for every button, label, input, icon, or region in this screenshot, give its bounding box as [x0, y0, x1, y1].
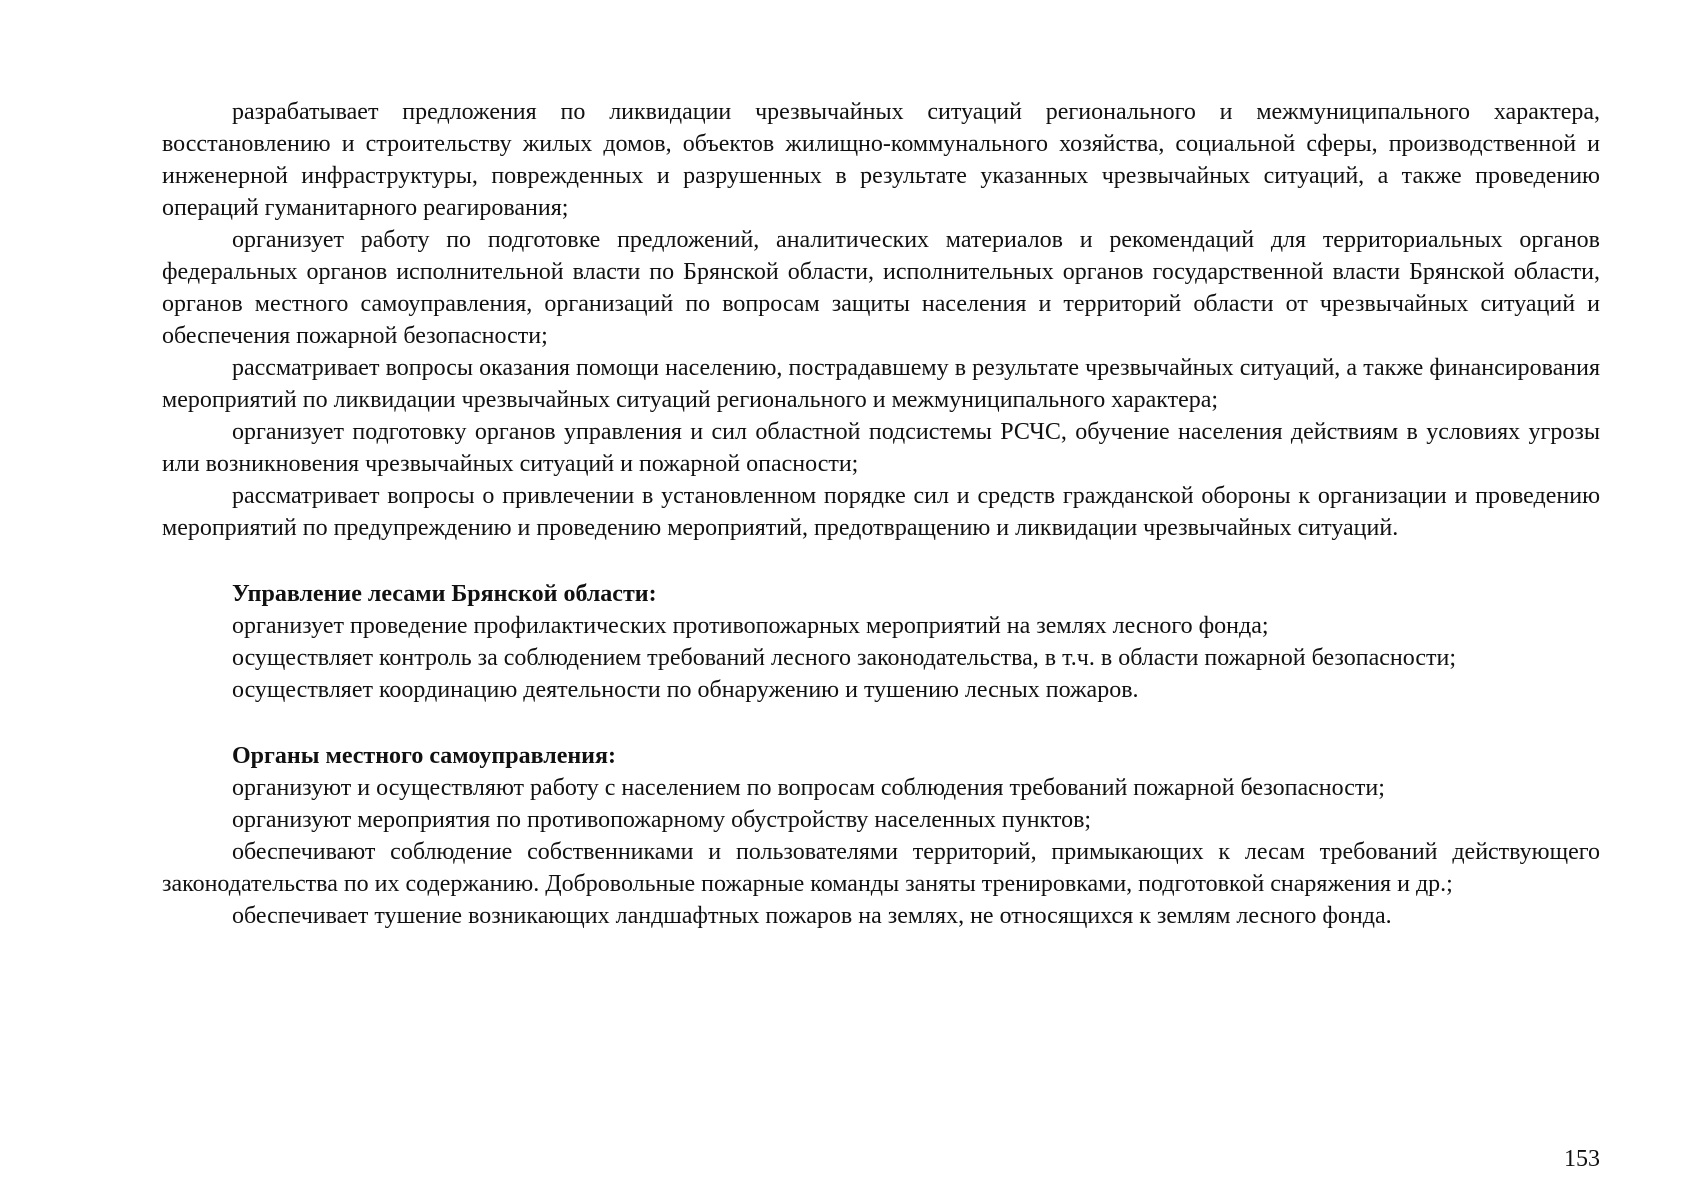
local-section-heading: Органы местного самоуправления: — [232, 743, 616, 769]
local-section-paragraph: организуют мероприятия по противопожарному обустройству населенных пунктов; — [232, 807, 1092, 833]
page-body — [162, 96, 1600, 932]
local-section-paragraph: обеспечивают соблюдение собственниками и пользователями территорий, примыкающих к лесам требований действующего законодательства по их содержанию. Добровольные пожарные команды заняты тренировками, подготовкой снаряжения и др.; — [162, 839, 1600, 897]
forest-section-paragraph: осуществляет координацию деятельности по обнаружению и тушению лесных пожаров. — [232, 677, 1139, 703]
page-number: 153 — [1564, 1146, 1600, 1172]
intro-paragraph: разрабатывает предложения по ликвидации чрезвычайных ситуаций регионального и межмуниципального характера, восстановлению и строительству жилых домов, объектов жилищно-коммунального хозяйства, социальной сферы, производственной и инженерной инфраструктуры, поврежденных и разрушенных в результате указанных чрезвычайных ситуаций, а также проведению операций гуманитарного реагирования; — [162, 99, 1600, 221]
intro-paragraph: рассматривает вопросы о привлечении в установленном порядке сил и средств гражданской обороны к организации и проведению мероприятий по предупреждению и проведению мероприятий, предотвращению и ликвидации чрезвычайных ситуаций. — [162, 483, 1600, 541]
intro-paragraph: организует работу по подготовке предложений, аналитических материалов и рекомендаций для территориальных органов федеральных органов исполнительной власти по Брянской области, исполнительных органов государственной власти Брянской области, органов местного самоуправления, организаций по вопросам защиты населения и территорий области от чрезвычайных ситуаций и обеспечения пожарной безопасности; — [162, 227, 1600, 349]
forest-section-heading: Управление лесами Брянской области: — [232, 581, 657, 607]
forest-section-paragraph: организует проведение профилактических противопожарных мероприятий на землях лесного фонда; — [232, 613, 1269, 639]
intro-paragraph: организует подготовку органов управления и сил областной подсистемы РСЧС, обучение населения действиям в условиях угрозы или возникновения чрезвычайных ситуаций и пожарной опасности; — [162, 419, 1600, 477]
intro-paragraph: рассматривает вопросы оказания помощи населению, пострадавшему в результате чрезвычайных ситуаций, а также финансирования мероприятий по ликвидации чрезвычайных ситуаций регионального и межмуниципального характера; — [162, 355, 1600, 413]
local-section-paragraph: организуют и осуществляют работу с населением по вопросам соблюдения требований пожарной безопасности; — [232, 775, 1385, 801]
local-section-paragraph: обеспечивает тушение возникающих ландшафтных пожаров на землях, не относящихся к землям лесного фонда. — [232, 903, 1392, 929]
section-spacer — [162, 544, 1600, 578]
section-spacer — [162, 706, 1600, 740]
forest-section-paragraph: осуществляет контроль за соблюдением требований лесного законодательства, в т.ч. в области пожарной безопасности; — [232, 645, 1457, 671]
